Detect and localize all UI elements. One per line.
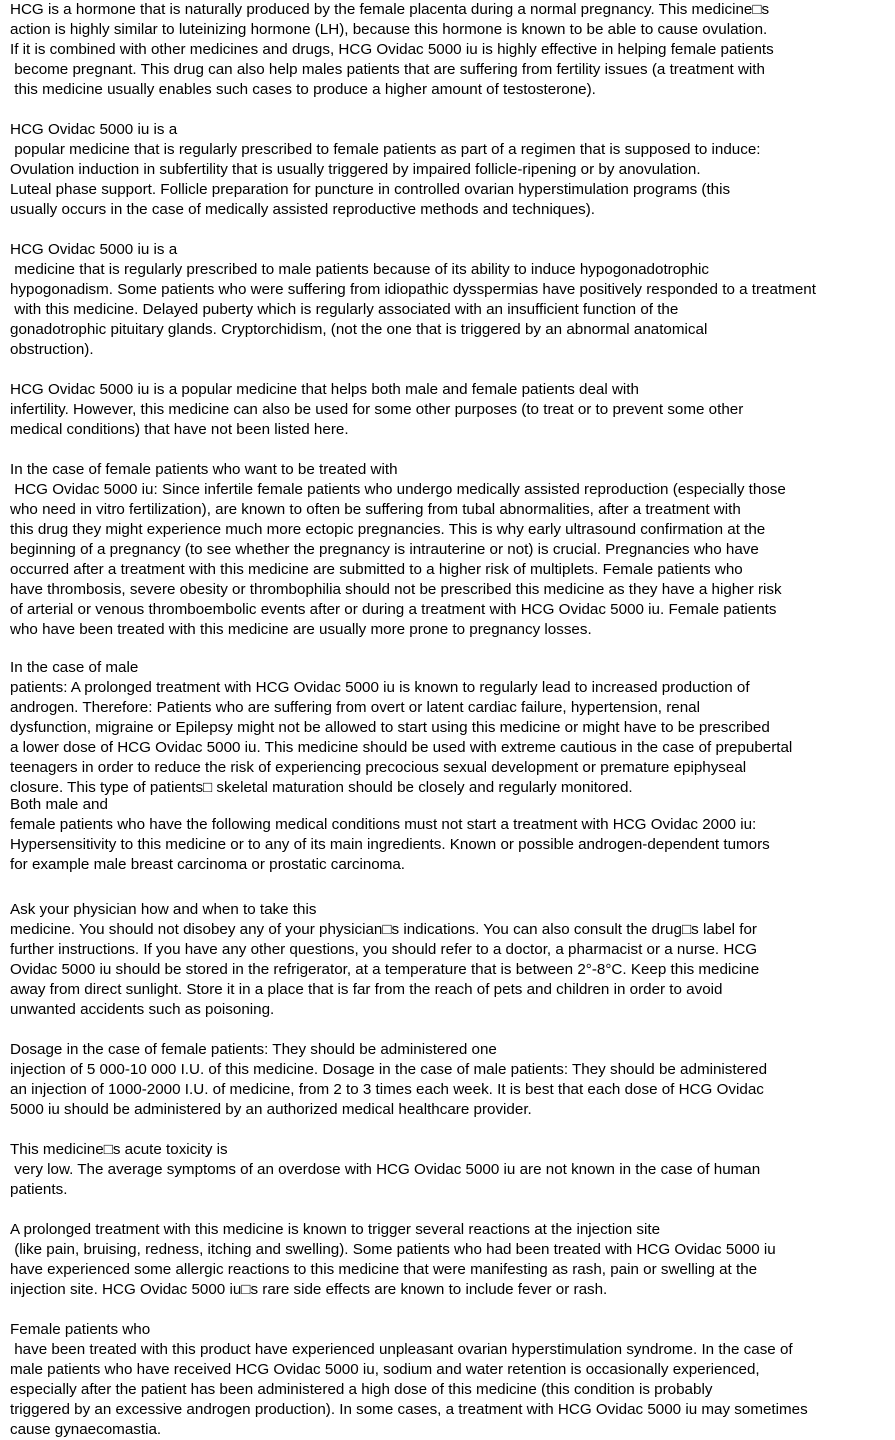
text-line: A prolonged treatment with this medicine is known to trigger several reactions at the injection site <box>10 1221 661 1238</box>
text-line: cause gynaecomastia. <box>10 1421 162 1438</box>
text-line: HCG is a hormone that is naturally produced by the female placenta during a normal pregnancy. This medicine□s <box>10 1 770 18</box>
text-line: HCG Ovidac 5000 iu is a <box>10 121 178 138</box>
text-line: beginning of a pregnancy (to see whether the pregnancy is intrauterine or not) is crucial. Pregnancies who have <box>10 541 759 558</box>
text-line: popular medicine that is regularly prescribed to female patients as part of a regimen that is supposed to induce: <box>10 141 761 158</box>
text-line: this medicine usually enables such cases to produce a higher amount of testosterone). <box>10 81 596 98</box>
text-line: (like pain, bruising, redness, itching and swelling). Some patients who had been treated with HCG Ovidac 5000 iu <box>10 1241 776 1258</box>
text-line: an injection of 1000-2000 I.U. of medicine, from 2 to 3 times each week. It is best that each dose of HCG Ovidac <box>10 1081 764 1098</box>
text-line: medicine that is regularly prescribed to male patients because of its ability to induce hypogonadotrophic <box>10 261 710 278</box>
text-line: dysfunction, migraine or Epilepsy might not be allowed to start using this medicine or might have to be prescribed <box>10 719 770 736</box>
text-line: Ovulation induction in subfertility that is usually triggered by impaired follicle-ripening or by anovulation. <box>10 161 701 178</box>
text-line: gonadotrophic pituitary glands. Cryptorchidism, (not the one that is triggered by an abnormal anatomical <box>10 321 708 338</box>
text-line: patients. <box>10 1181 68 1198</box>
text-line: occurred after a treatment with this medicine are submitted to a higher risk of multiplets. Female patients who <box>10 561 743 578</box>
text-line: In the case of female patients who want to be treated with <box>10 461 398 478</box>
text-line: away from direct sunlight. Store it in a place that is far from the reach of pets and children in order to avoid <box>10 981 723 998</box>
text-line: 5000 iu should be administered by an authorized medical healthcare provider. <box>10 1101 532 1118</box>
text-line: have experienced some allergic reactions to this medicine that were manifesting as rash, pain or swelling at the <box>10 1261 758 1278</box>
text-line: If it is combined with other medicines and drugs, HCG Ovidac 5000 iu is highly effective in helping female patients <box>10 41 774 58</box>
text-line: Dosage in the case of female patients: They should be administered one <box>10 1041 497 1058</box>
text-line: with this medicine. Delayed puberty which is regularly associated with an insufficient function of the <box>10 301 679 318</box>
text-line: have thrombosis, severe obesity or thrombophilia should not be prescribed this medicine as they have a higher risk <box>10 581 782 598</box>
text-line: a lower dose of HCG Ovidac 5000 iu. This medicine should be used with extreme cautious in the case of prepubertal <box>10 739 793 756</box>
text-line: Ovidac 5000 iu should be stored in the refrigerator, at a temperature that is between 2°-8°C. Keep this medicine <box>10 961 760 978</box>
text-line: Both male and <box>10 796 108 813</box>
text-line: have been treated with this product have experienced unpleasant ovarian hyperstimulation syndrome. In the case of <box>10 1341 793 1358</box>
text-line: Ask your physician how and when to take this <box>10 901 317 918</box>
text-line: injection site. HCG Ovidac 5000 iu□s rare side effects are known to include fever or rash. <box>10 1281 608 1298</box>
text-line: closure. This type of patients□ skeletal maturation should be closely and regularly monitored. <box>10 779 633 796</box>
text-line: Female patients who <box>10 1321 151 1338</box>
text-line: Hypersensitivity to this medicine or to any of its main ingredients. Known or possible androgen-dependent tumors <box>10 836 770 853</box>
text-line: hypogonadism. Some patients who were suffering from idiopathic dysspermias have positively responded to a treatment <box>10 281 816 298</box>
text-line: medical conditions) that have not been listed here. <box>10 421 349 438</box>
text-line: who need in vitro fertilization), are known to often be suffering from tubal abnormalities, after a treatment with <box>10 501 741 518</box>
text-line: usually occurs in the case of medically assisted reproductive methods and techniques). <box>10 201 596 218</box>
text-line: patients: A prolonged treatment with HCG Ovidac 5000 iu is known to regularly lead to increased production of <box>10 679 750 696</box>
text-line: This medicine□s acute toxicity is <box>10 1141 228 1158</box>
text-line: HCG Ovidac 5000 iu: Since infertile female patients who undergo medically assisted reproduction (especially those <box>10 481 786 498</box>
text-line: obstruction). <box>10 341 94 358</box>
text-line: very low. The average symptoms of an overdose with HCG Ovidac 5000 iu are not known in the case of human <box>10 1161 761 1178</box>
text-line: who have been treated with this medicine are usually more prone to pregnancy losses. <box>10 621 592 638</box>
text-line: action is highly similar to luteinizing hormone (LH), because this hormone is known to be able to cause ovulation. <box>10 21 768 38</box>
text-line: female patients who have the following medical conditions must not start a treatment with HCG Ovidac 2000 iu: <box>10 816 757 833</box>
text-line: become pregnant. This drug can also help males patients that are suffering from fertility issues (a treatment with <box>10 61 765 78</box>
text-line: further instructions. If you have any other questions, you should refer to a doctor, a pharmacist or a nurse. HCG <box>10 941 758 958</box>
text-line: injection of 5 000-10 000 I.U. of this medicine. Dosage in the case of male patients: They should be administered <box>10 1061 768 1078</box>
text-line: of arterial or venous thromboembolic events after or during a treatment with HCG Ovidac 5000 iu. Female patients <box>10 601 777 618</box>
text-line: In the case of male <box>10 659 139 676</box>
text-line: especially after the patient has been administered a high dose of this medicine (this condition is probably <box>10 1381 713 1398</box>
text-line: teenagers in order to reduce the risk of experiencing precocious sexual development or premature epiphyseal <box>10 759 747 776</box>
text-line: this drug they might experience much more ectopic pregnancies. This is why early ultrasound confirmation at the <box>10 521 766 538</box>
text-line: medicine. You should not disobey any of your physician□s indications. You can also consult the drug□s label for <box>10 921 757 938</box>
text-line: infertility. However, this medicine can also be used for some other purposes (to treat or to prevent some other <box>10 401 744 418</box>
text-line: triggered by an excessive androgen production). In some cases, a treatment with HCG Ovidac 5000 iu may sometimes <box>10 1401 808 1418</box>
text-line: HCG Ovidac 5000 iu is a <box>10 241 178 258</box>
text-line: Luteal phase support. Follicle preparation for puncture in controlled ovarian hyperstimulation programs (this <box>10 181 731 198</box>
text-line: male patients who have received HCG Ovidac 5000 iu, sodium and water retention is occasionally experienced, <box>10 1361 760 1378</box>
text-line: for example male breast carcinoma or prostatic carcinoma. <box>10 856 406 873</box>
text-line: androgen. Therefore: Patients who are suffering from overt or latent cardiac failure, hypertension, renal <box>10 699 701 716</box>
text-line: unwanted accidents such as poisoning. <box>10 1001 275 1018</box>
text-line: HCG Ovidac 5000 iu is a popular medicine that helps both male and female patients deal with <box>10 381 639 398</box>
